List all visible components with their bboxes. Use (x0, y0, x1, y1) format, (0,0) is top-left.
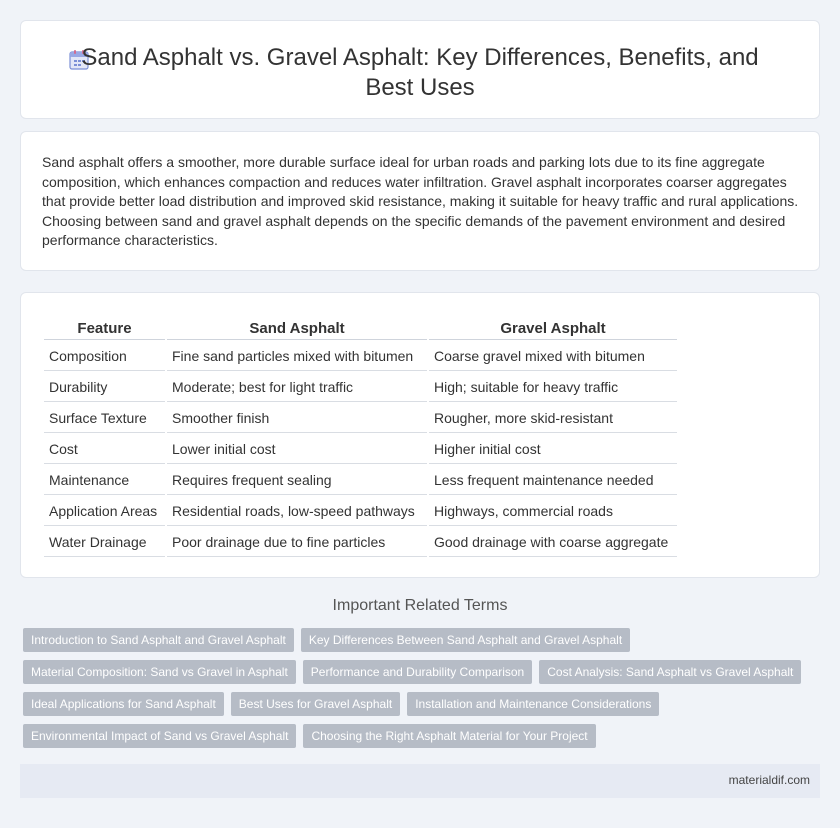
table-row (44, 373, 677, 402)
related-term-tag[interactable]: Choosing the Right Asphalt Material for Your Project (303, 724, 595, 748)
table-row (44, 466, 677, 495)
table-cell: Rougher, more skid-resistant (429, 404, 677, 433)
table-cell: Requires frequent sealing (167, 466, 427, 495)
table-cell: Fine sand particles mixed with bitumen (167, 342, 427, 371)
table-header-row (44, 316, 677, 340)
intro-card (20, 131, 820, 271)
related-term-tag[interactable]: Key Differences Between Sand Asphalt and Gravel Asphalt (301, 628, 630, 652)
table-cell: Poor drainage due to fine particles (167, 528, 427, 557)
table-cell: Smoother finish (167, 404, 427, 433)
comparison-table-card (20, 292, 820, 578)
table-row (44, 342, 677, 371)
table-row (44, 497, 677, 526)
related-term-tag[interactable]: Material Composition: Sand vs Gravel in Asphalt (23, 660, 296, 684)
related-terms-title: Important Related Terms (332, 597, 508, 614)
column-header-sand-asphalt: Sand Asphalt (167, 316, 427, 340)
table-cell: Cost (44, 435, 165, 464)
related-terms-list (23, 628, 823, 748)
column-header-gravel-asphalt: Gravel Asphalt (429, 316, 677, 340)
table-cell: Surface Texture (44, 404, 165, 433)
related-term-tag[interactable]: Performance and Durability Comparison (303, 660, 532, 684)
table-cell: Durability (44, 373, 165, 402)
related-term-tag[interactable]: Best Uses for Gravel Asphalt (231, 692, 400, 716)
related-term-tag[interactable]: Installation and Maintenance Considerations (407, 692, 659, 716)
page-title: Sand Asphalt vs. Gravel Asphalt: Key Differences, Benefits, and Best Uses (81, 44, 759, 101)
related-term-tag[interactable]: Ideal Applications for Sand Asphalt (23, 692, 224, 716)
footer-site-name[interactable]: materialdif.com (728, 773, 810, 787)
table-cell: Highways, commercial roads (429, 497, 677, 526)
table-cell: Coarse gravel mixed with bitumen (429, 342, 677, 371)
table-cell: High; suitable for heavy traffic (429, 373, 677, 402)
table-cell: Moderate; best for light traffic (167, 373, 427, 402)
table-cell: Composition (44, 342, 165, 371)
table-cell: Good drainage with coarse aggregate (429, 528, 677, 557)
related-term-tag[interactable]: Introduction to Sand Asphalt and Gravel Asphalt (23, 628, 294, 652)
table-cell: Less frequent maintenance needed (429, 466, 677, 495)
table-cell: Lower initial cost (167, 435, 427, 464)
table-cell: Higher initial cost (429, 435, 677, 464)
intro-paragraph: Sand asphalt offers a smoother, more durable surface ideal for urban roads and parking lots due to its fine aggregate composition, which enhances compaction and reduces water infiltration. Gravel asphalt incorporates coarser aggregates that provide better load distribution and improved skid resistance, making it suitable for heavy traffic and rural applications. Choosing between sand and gravel asphalt depends on the specific demands of the pavement environment and desired performance characteristics. (42, 154, 799, 249)
table-cell: Water Drainage (44, 528, 165, 557)
table-cell: Application Areas (44, 497, 165, 526)
column-header-feature: Feature (44, 316, 165, 340)
related-term-tag[interactable]: Cost Analysis: Sand Asphalt vs Gravel Asphalt (539, 660, 801, 684)
footer (20, 764, 820, 798)
table-cell: Maintenance (44, 466, 165, 495)
table-row (44, 528, 677, 557)
related-term-tag[interactable]: Environmental Impact of Sand vs Gravel Asphalt (23, 724, 296, 748)
table-cell: Residential roads, low-speed pathways (167, 497, 427, 526)
table-row (44, 435, 677, 464)
table-row (44, 404, 677, 433)
comparison-table (42, 314, 679, 559)
header-card (20, 20, 820, 119)
